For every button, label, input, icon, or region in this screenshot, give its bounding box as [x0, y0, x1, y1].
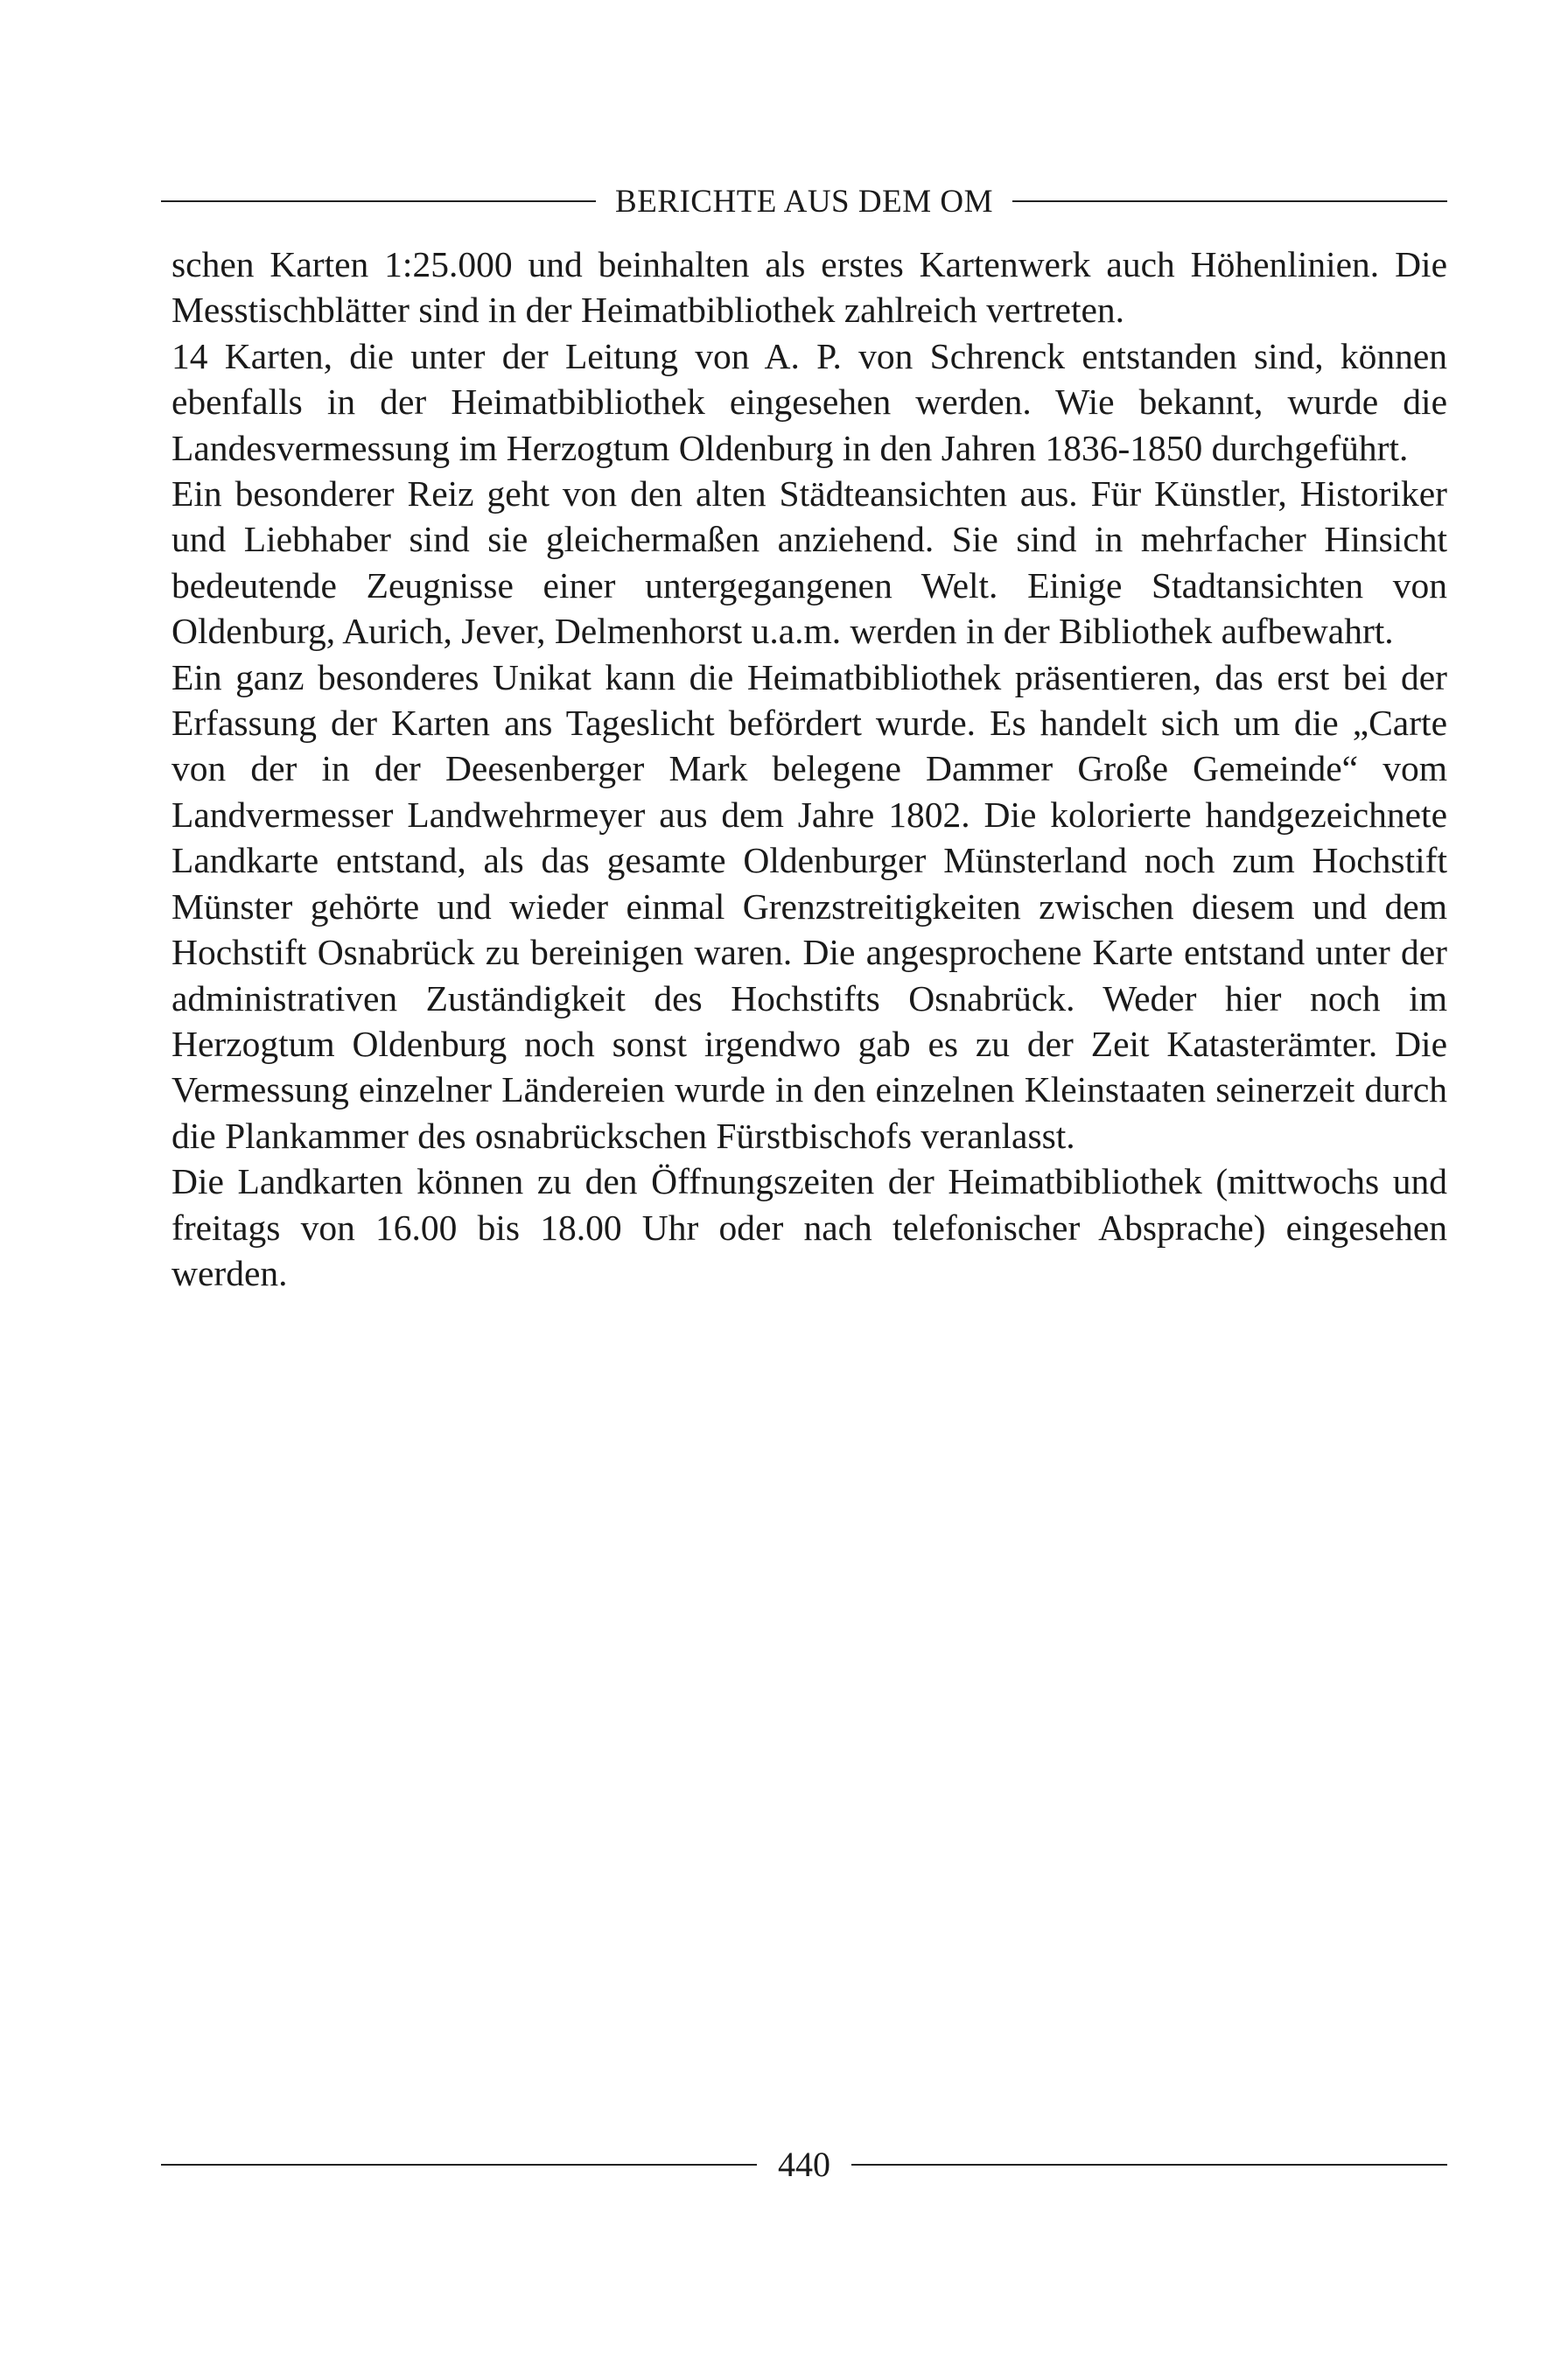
running-head-rule-left [161, 200, 596, 202]
body-text [172, 242, 1447, 1296]
running-head [161, 175, 1447, 228]
footer-rule-right [851, 2164, 1447, 2166]
paragraph-4: Ein ganz besonderes Unikat kann die Heimatbibliothek präsentieren, das erst bei der Erfassung der Karten ans Tageslicht befördert wurde. Es handelt sich um die „Carte von der in der Deesenberger Mark belegene Dammer Große Gemeinde“ vom Landvermesser Landwehrmeyer aus dem Jahre 1802. Die kolorierte handgezeichnete Landkarte entstand, als das gesamte Oldenburger Münsterland noch zum Hochstift Münster gehörte und wieder einmal Grenzstreitigkeiten zwischen diesem und dem Hochstift Osnabrück zu bereinigen waren. Die angesprochene Karte entstand unter der administrativen Zuständigkeit des Hochstifts Osnabrück. Weder hier noch im Herzogtum Oldenburg noch sonst irgendwo gab es zu der Zeit Katasterämter. Die Vermessung einzelner Ländereien wurde in den einzelnen Kleinstaaten seinerzeit durch die Plankammer des osnabrückschen Fürstbischofs veranlasst. [172, 656, 1447, 1156]
page-number: 440 [778, 2145, 830, 2184]
paragraph-1: schen Karten 1:25.000 und beinhalten als erstes Kartenwerk auch Höhenlinien. Die Messtischblätter sind in der Heimatbibliothek zahlreich vertreten. [172, 244, 1447, 331]
paragraph-3: Ein besonderer Reiz geht von den alten Städteansichten aus. Für Künstler, Historiker und Liebhaber sind sie gleichermaßen anziehend. Sie sind in mehrfacher Hinsicht bedeutende Zeugnisse einer untergegangenen Welt. Einige Stadtansichten von Oldenburg, Aurich, Jever, Delmenhorst u.a.m. werden in der Bibliothek aufbewahrt. [172, 473, 1447, 652]
running-head-title: BERICHTE AUS DEM OM [615, 183, 993, 220]
paragraph-5: Die Landkarten können zu den Öffnungszeiten der Heimatbibliothek (mittwochs und freitags von 16.00 bis 18.00 Uhr oder nach telefonischer Absprache) eingesehen werden. [172, 1161, 1447, 1293]
footer-rule-left [161, 2164, 757, 2166]
page-footer [161, 2138, 1447, 2191]
running-head-rule-right [1012, 200, 1447, 202]
paragraph-2: 14 Karten, die unter der Leitung von A. P. von Schrenck entstanden sind, können ebenfalls in der Heimatbibliothek eingesehen werden. Wie bekannt, wurde die Landesvermessung im Herzogtum Oldenburg in den Jahren 1836-1850 durchgeführt. [172, 335, 1447, 468]
